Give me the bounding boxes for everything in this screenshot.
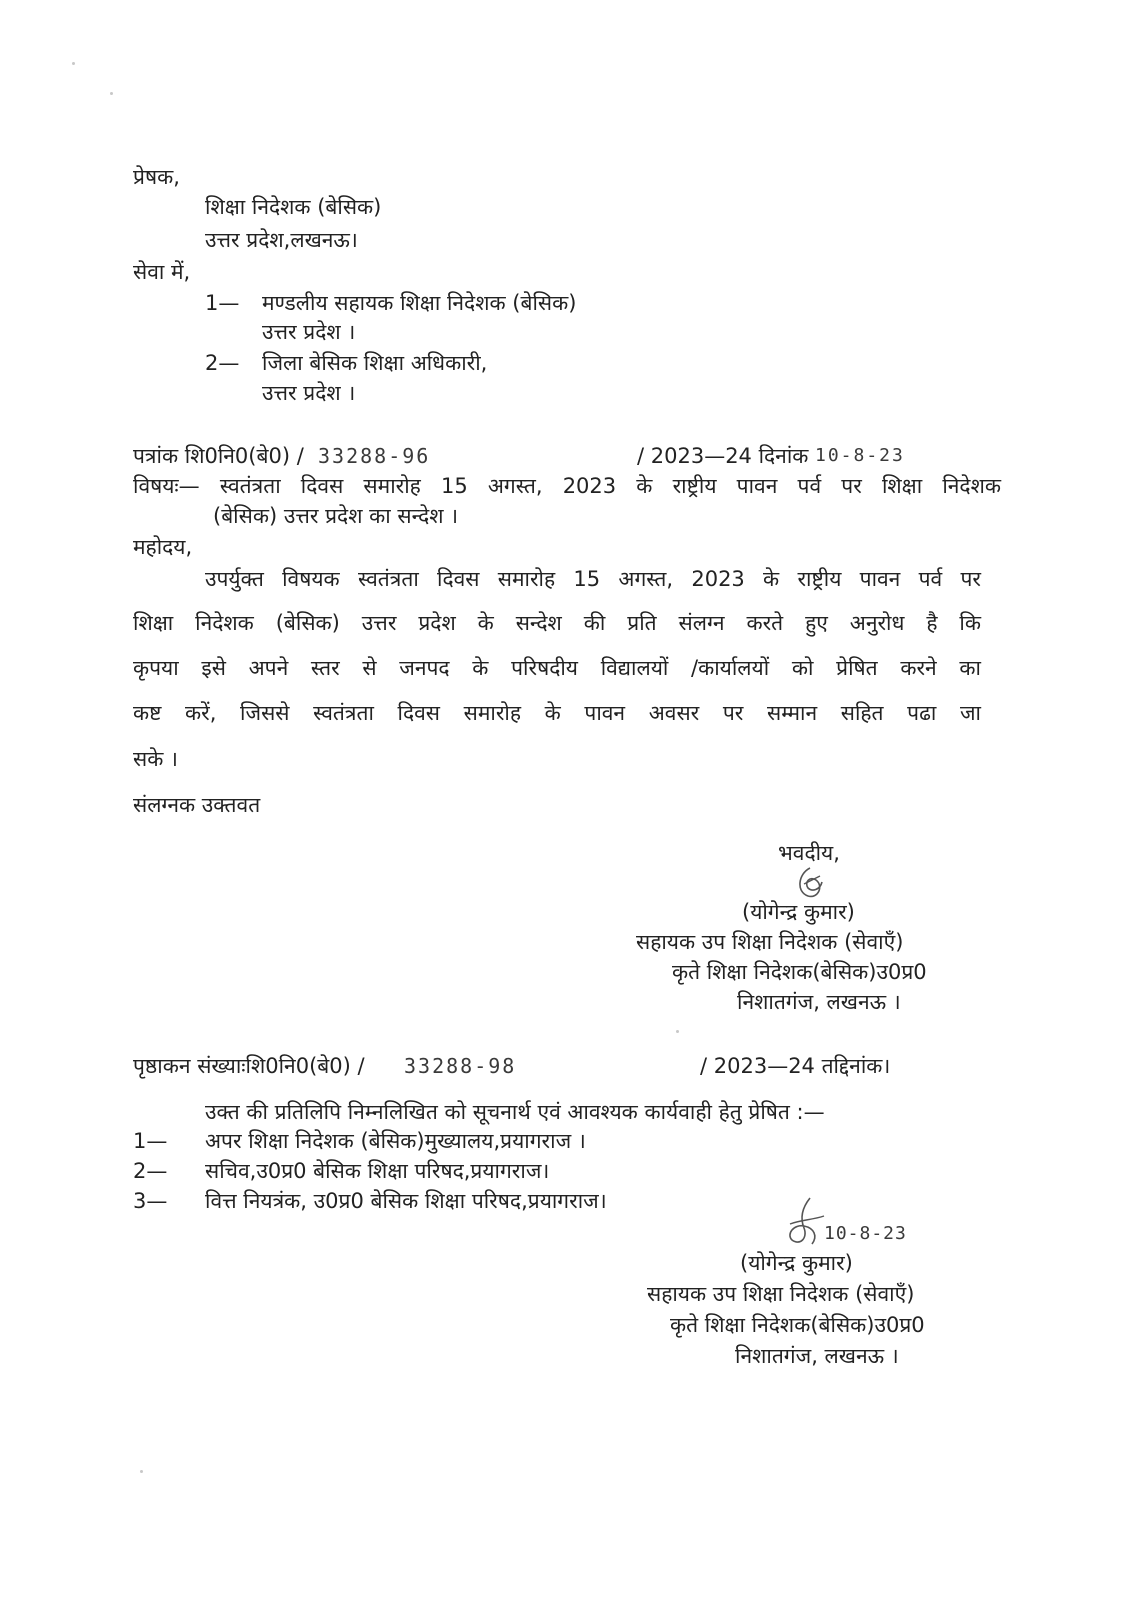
signatory-on-behalf: कृते शिक्षा निदेशक(बेसिक)उ0प्र0: [672, 960, 927, 984]
scan-speck: [140, 1470, 143, 1473]
scan-speck: [72, 62, 75, 65]
letter-ref-number-handwritten: 33288-96: [318, 444, 431, 468]
signatory-place: निशातगंज, लखनऊ ।: [737, 990, 901, 1014]
body-line-3: कृपया इसे अपने स्तर से जनपद के परिषदीय विद्यालयों /कार्यालयों को प्रेषित करने का: [133, 656, 981, 680]
copy-3-number: 3—: [133, 1189, 168, 1213]
recipient-2-number: 2—: [205, 351, 240, 375]
sender-line-1: शिक्षा निदेशक (बेसिक): [205, 195, 382, 219]
enclosure-note: संलग्नक उक्तवत: [133, 793, 261, 817]
letter-ref-date-handwritten: 10-8-23: [815, 445, 905, 466]
subject-line-1: विषयः— स्वतंत्रता दिवस समारोह 15 अगस्त, 2023 के राष्ट्रीय पावन पर्व पर शिक्षा निदेशक: [133, 474, 1001, 498]
endorsement-year: / 2023—24 तद्दिनांक।: [700, 1054, 891, 1078]
copy-3-text: वित्त नियत्रंक, उ0प्र0 बेसिक शिक्षा परिषद,प्रयागराज।: [205, 1189, 607, 1213]
copy-1-number: 1—: [133, 1129, 168, 1153]
copy-2-number: 2—: [133, 1159, 168, 1183]
subject-line-2: (बेसिक) उत्तर प्रदेश का सन्देश ।: [213, 504, 459, 528]
copy-2-text: सचिव,उ0प्र0 बेसिक शिक्षा परिषद,प्रयागराज।: [205, 1159, 550, 1183]
body-line-4: कष्ट करें, जिससे स्वतंत्रता दिवस समारोह के पावन अवसर पर सम्मान सहित पढा जा: [133, 701, 981, 725]
recipient-1-number: 1—: [205, 291, 240, 315]
signature-mark-2: [780, 1194, 830, 1250]
endorsement-number-handwritten: 33288-98: [404, 1054, 517, 1078]
signatory-designation: सहायक उप शिक्षा निदेशक (सेवाएँ): [636, 930, 904, 954]
valediction: भवदीय,: [778, 841, 840, 865]
recipient-2-line-1: जिला बेसिक शिक्षा अधिकारी,: [262, 351, 488, 375]
body-line-1: उपर्युक्त विषयक स्वतंत्रता दिवस समारोह 15 अगस्त, 2023 के राष्ट्रीय पावन पर्व पर: [205, 567, 981, 591]
copy-1-text: अपर शिक्षा निदेशक (बेसिक)मुख्यालय,प्रयागराज ।: [205, 1129, 586, 1153]
signatory-2-on-behalf: कृते शिक्षा निदेशक(बेसिक)उ0प्र0: [670, 1313, 925, 1337]
sender-line-2: उत्तर प्रदेश,लखनऊ।: [205, 228, 358, 252]
recipient-1-line-2: उत्तर प्रदेश ।: [262, 320, 356, 344]
body-last-line: सके ।: [133, 747, 178, 771]
letter-ref-prefix: पत्रांक शि0नि0(बे0) /: [133, 444, 304, 468]
letter-ref-year: / 2023—24 दिनांक: [637, 444, 809, 468]
body-line-2: शिक्षा निदेशक (बेसिक) उत्तर प्रदेश के सन्देश की प्रति संलग्न करते हुए अनुरोध है कि: [133, 611, 981, 635]
recipient-1-line-1: मण्डलीय सहायक शिक्षा निदेशक (बेसिक): [262, 291, 577, 315]
endorsement-intro: उक्त की प्रतिलिपि निम्नलिखित को सूचनार्थ एवं आवश्यक कार्यवाही हेतु प्रेषित :—: [205, 1100, 825, 1124]
recipient-2-line-2: उत्तर प्रदेश ।: [262, 381, 356, 405]
signature-mark: [790, 864, 830, 902]
signatory-2-name: (योगेन्द्र कुमार): [740, 1251, 853, 1275]
signatory-2-designation: सहायक उप शिक्षा निदेशक (सेवाएँ): [647, 1282, 915, 1306]
signatory-2-place: निशातगंज, लखनऊ ।: [735, 1344, 899, 1368]
scan-speck: [676, 1030, 679, 1033]
endorsement-prefix: पृष्ठाकन संख्याःशि0नि0(बे0) /: [133, 1054, 365, 1078]
signatory-name: (योगेन्द्र कुमार): [742, 900, 855, 924]
scan-speck: [110, 92, 113, 95]
signature-date-handwritten: 10-8-23: [824, 1223, 907, 1244]
sender-label: प्रेषक,: [133, 165, 180, 189]
salutation: महोदय,: [133, 535, 193, 559]
recipients-label: सेवा में,: [133, 260, 191, 284]
